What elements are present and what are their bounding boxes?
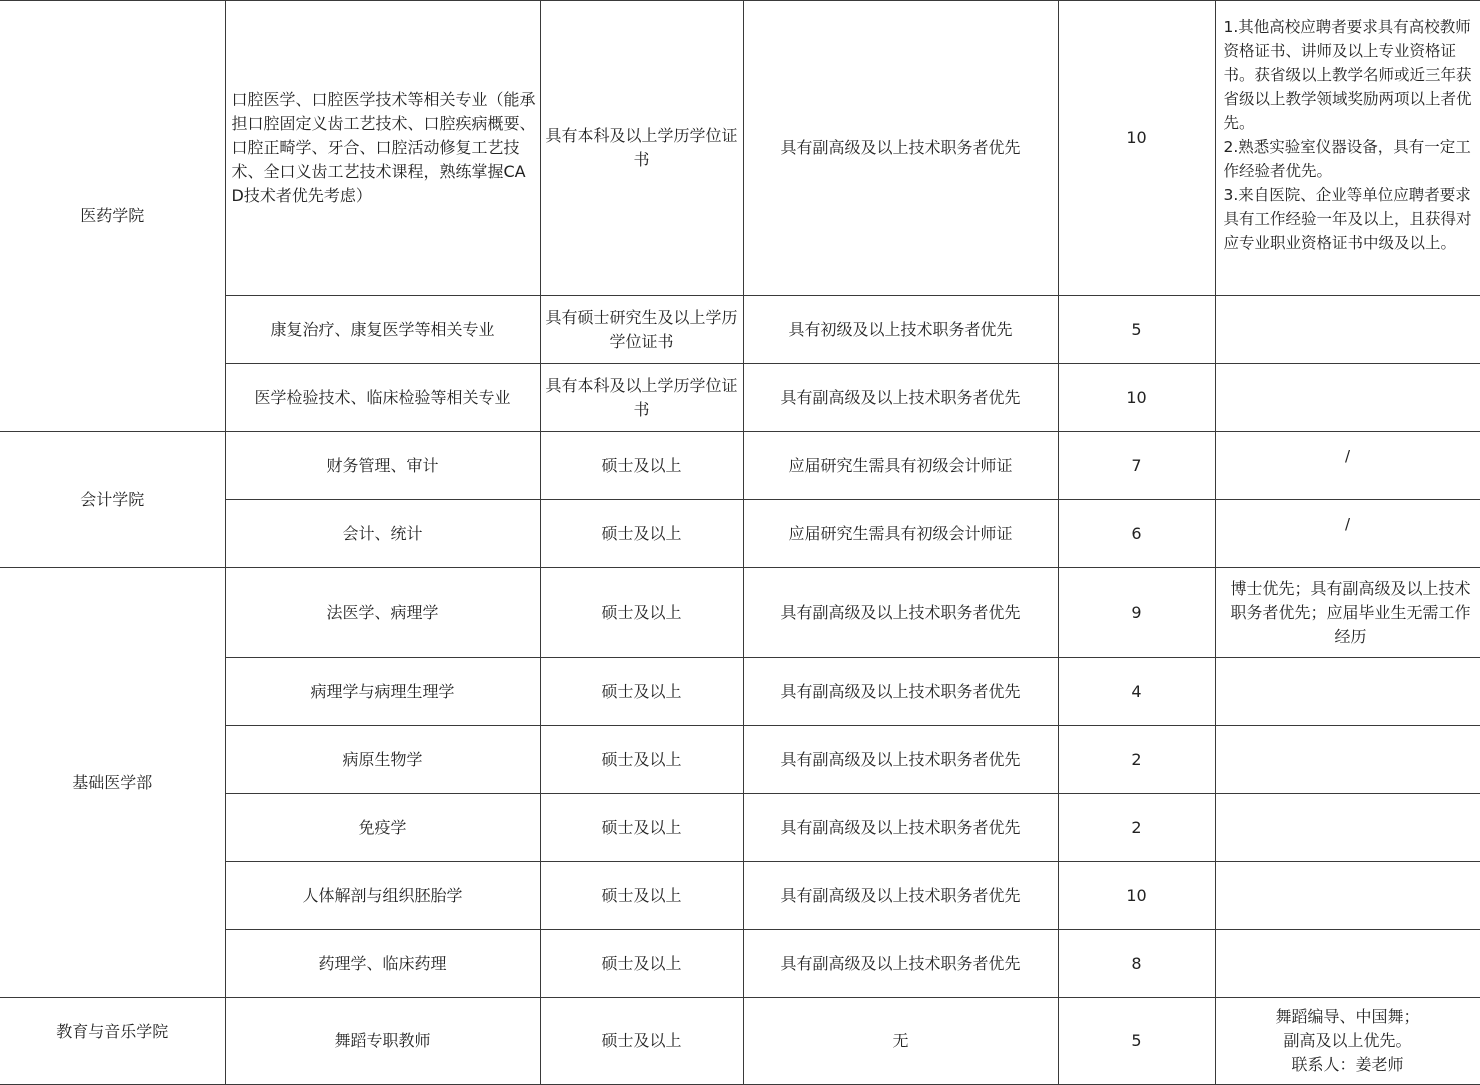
note-cell: [1215, 1, 1480, 296]
edu-cell: 硕士及以上: [540, 794, 743, 862]
edu-cell: 具有硕士研究生及以上学历学位证书: [540, 296, 743, 364]
req-cell: 无: [743, 998, 1058, 1085]
major-cell: 康复治疗、康复医学等相关专业: [225, 296, 540, 364]
note-cell: [1215, 296, 1480, 364]
major-cell: 药理学、临床药理: [225, 930, 540, 998]
major-cell: 舞蹈专职教师: [225, 998, 540, 1085]
edu-cell: 具有本科及以上学历学位证书: [540, 1, 743, 296]
count-cell: 2: [1058, 726, 1215, 794]
count-cell: 2: [1058, 794, 1215, 862]
major-cell: 人体解剖与组织胚胎学: [225, 862, 540, 930]
count-cell: 10: [1058, 364, 1215, 432]
note-cell: [1215, 998, 1480, 1085]
dept-cell: 医药学院: [0, 1, 225, 432]
req-cell: 具有初级及以上技术职务者优先: [743, 296, 1058, 364]
count-cell: 9: [1058, 568, 1215, 658]
req-cell: 具有副高级及以上技术职务者优先: [743, 658, 1058, 726]
note-cell: [1215, 726, 1480, 794]
edu-cell: 硕士及以上: [540, 930, 743, 998]
req-cell: 具有副高级及以上技术职务者优先: [743, 1, 1058, 296]
table-row: [0, 432, 1480, 500]
req-cell: 具有副高级及以上技术职务者优先: [743, 726, 1058, 794]
count-cell: 10: [1058, 1, 1215, 296]
table-row: [0, 1, 1480, 296]
major-cell: 病原生物学: [225, 726, 540, 794]
major-cell: 医学检验技术、临床检验等相关专业: [225, 364, 540, 432]
note-cell: 博士优先；具有副高级及以上技术职务者优先；应届毕业生无需工作经历: [1215, 568, 1480, 658]
req-cell: 具有副高级及以上技术职务者优先: [743, 364, 1058, 432]
count-cell: 10: [1058, 862, 1215, 930]
req-cell: 具有副高级及以上技术职务者优先: [743, 862, 1058, 930]
count-cell: 5: [1058, 998, 1215, 1085]
note-cell: /: [1215, 432, 1480, 500]
major-cell: 财务管理、审计: [225, 432, 540, 500]
note-cell: [1215, 862, 1480, 930]
edu-cell: 硕士及以上: [540, 726, 743, 794]
note-line: 舞蹈编导、中国舞；: [1275, 1007, 1420, 1026]
note-line: 联系人：姜老师: [1291, 1055, 1404, 1074]
count-cell: 4: [1058, 658, 1215, 726]
note-line: 3.来自医院、企业等单位应聘者要求具有工作经验一年及以上，且获得对应专业职业资格证书中级及以上。: [1223, 186, 1472, 252]
edu-cell: 硕士及以上: [540, 862, 743, 930]
dept-cell: 会计学院: [0, 432, 225, 568]
edu-cell: 硕士及以上: [540, 500, 743, 568]
note-line: 副高及以上优先。: [1283, 1031, 1412, 1050]
table-row: [0, 998, 1480, 1085]
req-cell: 应届研究生需具有初级会计师证: [743, 500, 1058, 568]
count-cell: 6: [1058, 500, 1215, 568]
edu-cell: 硕士及以上: [540, 432, 743, 500]
table-row: [0, 568, 1480, 658]
note-line: 2.熟悉实验室仪器设备，具有一定工作经验者优先。: [1223, 138, 1471, 180]
req-cell: 具有副高级及以上技术职务者优先: [743, 568, 1058, 658]
major-cell: 法医学、病理学: [225, 568, 540, 658]
count-cell: 5: [1058, 296, 1215, 364]
edu-cell: 硕士及以上: [540, 998, 743, 1085]
major-cell: 会计、统计: [225, 500, 540, 568]
req-cell: 应届研究生需具有初级会计师证: [743, 432, 1058, 500]
note-cell: /: [1215, 500, 1480, 568]
note-cell: [1215, 364, 1480, 432]
note-cell: [1215, 930, 1480, 998]
count-cell: 7: [1058, 432, 1215, 500]
major-cell: 病理学与病理生理学: [225, 658, 540, 726]
req-cell: 具有副高级及以上技术职务者优先: [743, 794, 1058, 862]
dept-cell: 教育与音乐学院: [0, 998, 225, 1085]
edu-cell: 硕士及以上: [540, 658, 743, 726]
major-cell: 免疫学: [225, 794, 540, 862]
note-cell: [1215, 658, 1480, 726]
dept-cell: 基础医学部: [0, 568, 225, 998]
major-cell: 口腔医学、口腔医学技术等相关专业（能承担口腔固定义齿工艺技术、口腔疾病概要、口腔正畸学、牙合、口腔活动修复工艺技术、全口义齿工艺技术课程，熟练掌握CAD技术者优先考虑）: [225, 1, 540, 296]
count-cell: 8: [1058, 930, 1215, 998]
edu-cell: 硕士及以上: [540, 568, 743, 658]
note-line: 1.其他高校应聘者要求具有高校教师资格证书、讲师及以上专业资格证书。获省级以上教学名师或近三年获省级以上教学领域奖励两项以上者优先。: [1223, 18, 1472, 132]
note-cell: [1215, 794, 1480, 862]
req-cell: 具有副高级及以上技术职务者优先: [743, 930, 1058, 998]
edu-cell: 具有本科及以上学历学位证书: [540, 364, 743, 432]
